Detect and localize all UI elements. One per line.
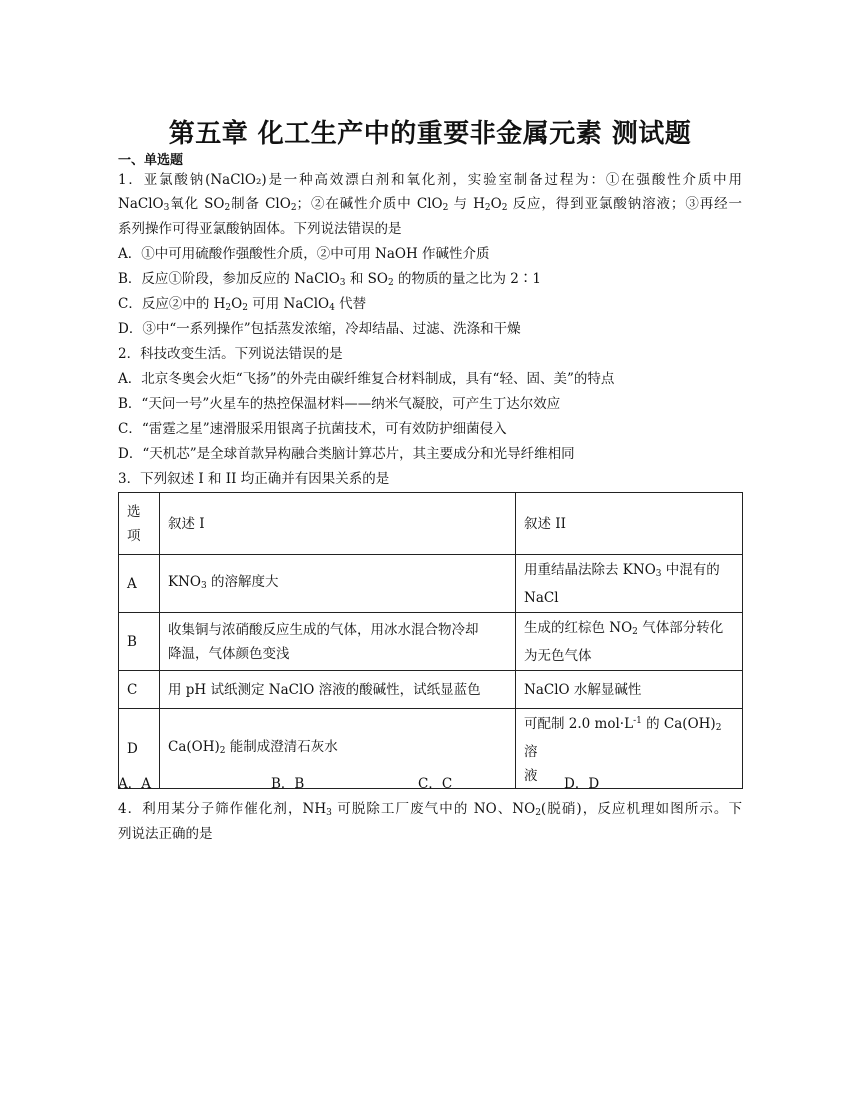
table-row xyxy=(119,555,743,613)
q4-stem-line2: 列说法正确的是 xyxy=(118,826,213,842)
table-row xyxy=(119,613,743,671)
row-statement-2: 可配制 2.0 $mol\cdot L^{-1}$ 的 $Ca(OH)_2$ 溶 液 xyxy=(516,709,743,789)
q4-stem-line1: 4．利用某分子筛作催化剂，$NH_3$ 可脱除工厂废气中的 NO、$NO_2$(脱硝)，反应机理如图所示。下 xyxy=(118,801,742,818)
q2-option-a: A．北京冬奥会火炬“飞扬”的外壳由碳纤维复合材料制成，具有“轻、固、美”的特点 xyxy=(118,371,615,387)
header-option-cell: 选 项 xyxy=(119,493,160,555)
q3-table xyxy=(118,492,743,789)
table-header-row xyxy=(119,493,743,555)
q3-option-d: D．D xyxy=(564,776,600,792)
q1-option-c: C．反应②中的 $H_2O_2$ 可用 NaClO$_4$ 代替 xyxy=(118,296,367,313)
q3-option-c: C．C xyxy=(418,776,453,792)
q1-option-b: B．反应①阶段，参加反应的 NaClO$_3$ 和 $SO_2$ 的物质的量之比为 2∶1 xyxy=(118,271,541,288)
q2-option-b: B．“天问一号”火星车的热控保温材料——纳米气凝胶，可产生丁达尔效应 xyxy=(118,396,561,412)
q1-option-d: D．③中“一系列操作”包括蒸发浓缩，冷却结晶、过滤、洗涤和干燥 xyxy=(118,321,521,337)
row-statement-1: 收集铜与浓硝酸反应生成的气体，用冰水混合物冷却 降温，气体颜色变浅 xyxy=(160,613,516,671)
header-statement-1: 叙述 I xyxy=(160,493,516,555)
page-title: 第五章 化工生产中的重要非金属元素 测试题 xyxy=(168,119,692,149)
row-option-label: B xyxy=(119,613,160,671)
q1-option-a: A．①中可用硫酸作强酸性介质，②中可用 NaOH 作碱性介质 xyxy=(118,246,490,262)
header-statement-2: 叙述 II xyxy=(516,493,743,555)
q3-option-b: B．B xyxy=(271,776,305,792)
q2-option-d: D．“天机芯”是全球首款异构融合类脑计算芯片，其主要成分和光导纤维相同 xyxy=(118,446,575,462)
row-statement-2: 用重结晶法除去 $KNO_3$ 中混有的 NaCl xyxy=(516,555,743,613)
q2-stem: 2．科技改变生活。下列说法错误的是 xyxy=(118,346,343,362)
row-option-label: D xyxy=(119,709,160,789)
q3-option-a: A．A xyxy=(118,776,151,792)
row-statement-1: $Ca(OH)_2$ 能制成澄清石灰水 xyxy=(160,709,516,789)
q1-stem-line3: 系列操作可得亚氯酸钠固体。下列说法错误的是 xyxy=(118,221,402,237)
row-statement-1: 用 pH 试纸测定 NaClO 溶液的酸碱性，试纸显蓝色 xyxy=(160,671,516,709)
row-option-label: A xyxy=(119,555,160,613)
q3-stem: 3．下列叙述 I 和 II 均正确并有因果关系的是 xyxy=(118,471,390,487)
table-row xyxy=(119,671,743,709)
q1-stem-line1: 1．亚氯酸钠(NaClO₂)是一种高效漂白剂和氧化剂，实验室制备过程为：①在强酸性介质中用 xyxy=(118,172,742,188)
q1-stem-line2: NaClO$_3$氧化 $SO_2$制备 ClO$_2$；②在碱性介质中 ClO$_2$ 与 $H_2O_2$ 反应，得到亚氯酸钠溶液；③再经一 xyxy=(118,196,742,213)
row-statement-2: NaClO 水解显碱性 xyxy=(516,671,743,709)
row-statement-1: $KNO_3$ 的溶解度大 xyxy=(160,555,516,613)
section-heading: 一、单选题 xyxy=(118,153,184,168)
row-option-label: C xyxy=(119,671,160,709)
q2-option-c: C．“雷霆之星”速滑服采用银离子抗菌技术，可有效防护细菌侵入 xyxy=(118,421,507,437)
row-statement-2: 生成的红棕色 $NO_2$ 气体部分转化 为无色气体 xyxy=(516,613,743,671)
